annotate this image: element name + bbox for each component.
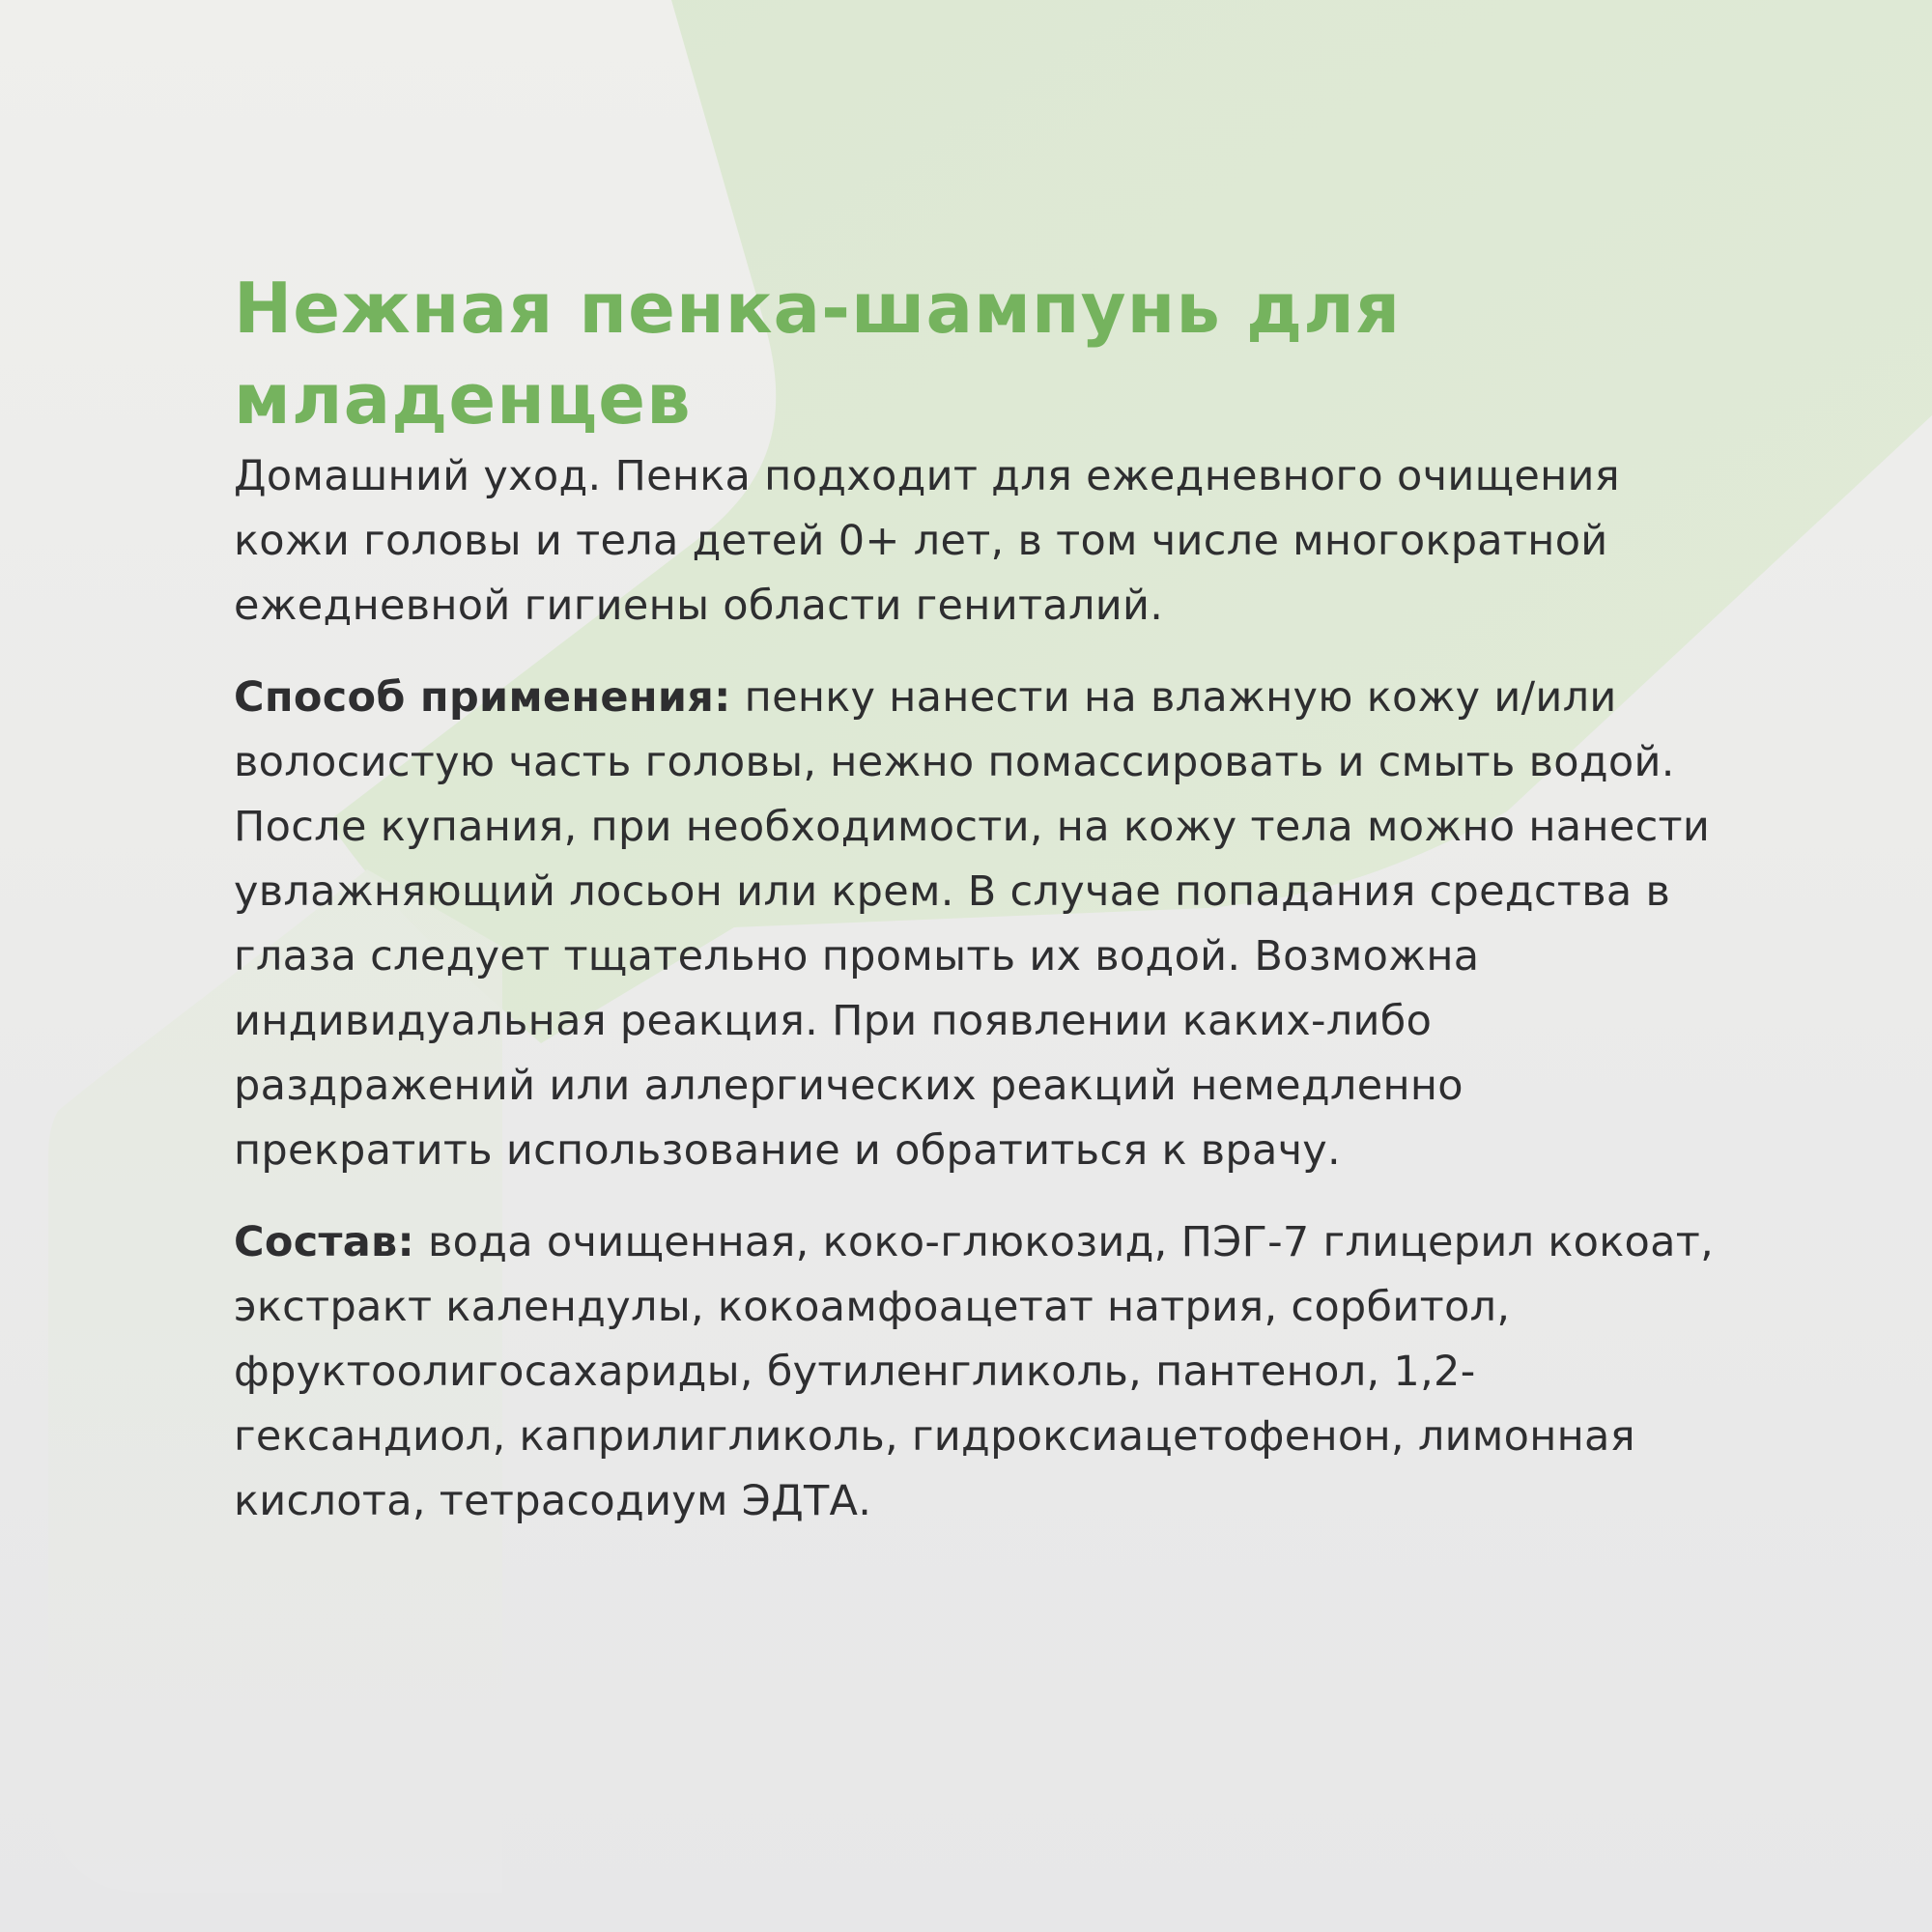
product-title: Нежная пенка-шампунь для младенцев: [234, 268, 1402, 440]
intro-paragraph: Домашний уход. Пенка подходит для ежедневного очищения кожи головы и тела детей 0+ лет, в том числе многократной ежедневной гигиены области гениталий.: [234, 452, 1620, 630]
usage-label: Способ применения:: [234, 673, 731, 722]
usage-paragraph: [234, 666, 1721, 1183]
composition-label: Состав:: [234, 1218, 415, 1266]
usage-text: пенку нанести на влажную кожу и/или волосистую часть головы, нежно помассировать и смыть водой. После купания, при необходимости, на кожу тела можно нанести увлажняющий лосьон или крем. В случае попадания средства в глаза следует тщательно промыть их водой. Возможна индивидуальная реакция. При появлении каких-либо раздражений или аллергических реакций немедленно прекратить использование и обратиться к врачу.: [234, 673, 1711, 1175]
composition-paragraph: [234, 1210, 1741, 1534]
composition-text: вода очищенная, коко-глюкозид, ПЭГ-7 глицерил кокоат, экстракт календулы, кокоамфоацетат натрия, сорбитол, фруктоолигосахариды, бутиленгликоль, пантенол, 1,2-гександиол, каприлигликоль, гидроксиацетофенон, лимонная кислота, тетрасодиум ЭДТА.: [234, 1218, 1715, 1525]
product-description: [234, 263, 1741, 1534]
